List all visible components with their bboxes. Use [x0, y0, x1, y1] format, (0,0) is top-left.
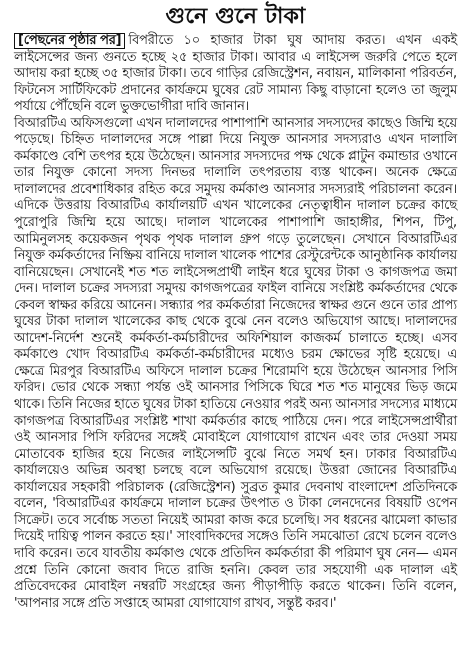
- paragraph-1: [14, 33, 457, 116]
- paragraph-1-text: বিপরীতে ১০ হাজার টাকা ঘুষ আদায় করত। এখন একই লাইসেন্সের জন্য গুনতে হচ্ছে ২৫ হাজার টাকা। আবার এ লাইসেন্স জরুরি পেতে হলে আদায় করা হচ্ছে ৩৫ হাজার টাকা। তবে গাড়ির রেজিস্ট্রেশন, নবায়ন, মালিকানা পরিবর্তন, ফিটনেস সার্টিফিকেট প্রদানের কার্যক্রমে ঘুষের রেট সামান্য কিছু বাড়ানো হলেও তা জুলুম পর্যায়ে পৌঁছেনি বলে ভুক্তভোগীরা দাবি জানান।: [14, 33, 457, 115]
- continued-from-label: [পেছনের পৃষ্ঠার পর]: [14, 33, 125, 49]
- paragraph-2: বিআরটিএ অফিসগুলো এখন দালালদের পাশাপাশি আনসার সদস্যদের কাছেও জিম্মি হয়ে পড়েছে। চিহ্নিত দালালদের সঙ্গে পাল্লা দিয়ে নিযুক্ত আনসার সদস্যরাও এখন দালালি কর্মকাণ্ডে বেশি তৎপর হয়ে উঠেছেন। আনসার সদস্যদের পক্ষ থেকে প্লাটুন কমান্ডার ওখানে তার নিযুক্ত কোনো সদস্য দিনভর দালালি তৎপরতায় ব্যস্ত থাকেন। অনেক ক্ষেত্রে দালালদের প্রবেশাধিকার রহিত করে সমুদয় কর্মকাণ্ড আনসার সদস্যরাই পরিচালনা করেন। এদিকে উত্তরায় বিআরটিএ কার্যালয়টি এখন খালেকের নেতৃত্বাধীন দালাল চক্রের কাছে পুরোপুরি জিম্মি হয়ে আছে। দালাল খালেকের পাশাপাশি জাহাঙ্গীর, শিপন, টিপু, আমিনুলসহ কয়েকজন পৃথক পৃথক দালাল গ্রুপ গড়ে তুলেছেন। সেখানে বিআরটিএর নিযুক্ত কর্মকর্তাদের নিষ্ক্রিয় বানিয়ে দালাল খালেক পাশের রেস্টুরেন্টকে আনুষ্ঠানিক কার্যালয় বানিয়েছেন। সেখানেই শত শত লাইসেন্সপ্রার্থী লাইন ধরে ঘুষের টাকা ও কাগজপত্র জমা দেন। দালাল চক্রের সদস্যরা সমুদয় কাগজপত্রের ফাইল বানিয়ে সংশ্লিষ্ট কর্মকর্তাদের থেকে কেবল স্বাক্ষর করিয়ে আনেন। সন্ধ্যার পর কর্মকর্তারা নিজেদের স্বাক্ষর গুনে গুনে তার প্রাপ্য ঘুষের টাকা দালাল খালেকের কাছ থেকে বুঝে নেন বলেও অভিযোগ আছে। দালালদের আদেশ-নির্দেশ শুনেই কর্মকর্তা-কর্মচারীদের অফিশিয়াল কাজকর্ম চালাতে হচ্ছে। এসব কর্মকাণ্ডে খোদ বিআরটিএ কর্মকর্তা-কর্মচারীদের মধ্যেও চরম ক্ষোভের সৃষ্টি হয়েছে। এ ক্ষেত্রে মিরপুর বিআরটিএ অফিসে দালাল চক্রের শিরোমণি হয়ে উঠেছেন আনসার পিসি ফরিদ। ভোর থেকে সন্ধ্যা পর্যন্ত ওই আনসার পিসিকে ঘিরে শত শত মানুষের ভিড় জমে থাকে। তিনি নিজের হাতে ঘুষের টাকা হাতিয়ে নেওয়ার পরই অন্য আনসার সদস্যের মাধ্যমে কাগজপত্র বিআরটিএর সংশ্লিষ্ট শাখা কর্মকর্তার কাছে পাঠিয়ে দেন। পরে লাইসেন্সপ্রার্থীরা ওই আনসার পিসি ফরিদের সঙ্গেই মোবাইলে যোগাযোগ রাখেন এবং তার দেওয়া সময় মোতাবেক হাজির হয়ে নিজের লাইসেন্সটি বুঝে নিতে সমর্থ হন। ঢাকার বিআরটিএ কার্যালয়েও অভিন্ন অবস্থা চলছে বলে অভিযোগ রয়েছে। উত্তরা জোনের বিআরটিএ কার্যালয়ের সহকারী পরিচালক (রেজিস্ট্রেশন) সুব্রত কুমার দেবনাথ বাংলাদেশ প্রতিদিনকে বলেন, 'বিআরটিএর কার্যক্রমে দালাল চক্রের উৎপাত ও টাকা লেনদেনের বিষয়টি ওপেন সিক্রেট। তবে সর্বোচ্চ সততা নিয়েই আমরা কাজ করে চলেছি। সব ধরনের ঝামেলা কাভার দিয়েই দায়িত্ব পালন করতে হয়।' সাংবাদিকদের সঙ্গেও তিনি সমঝোতা রেখে চলেন বলেও দাবি করেন। তবে যাবতীয় কর্মকাণ্ড থেকে প্রতিদিন কর্মকর্তারা কী পরিমাণ ঘুষ নেন— এমন প্রশ্নে তিনি কোনো জবাব দিতে রাজি হননি। কেবল তার সহযোগী এক দালাল এই প্রতিবেদকের মোবাইল নম্বরটি সংগ্রহের জন্য পীড়াপীড়ি করতে থাকেন। তিনি বলেন, 'আপনার সঙ্গে প্রতি সপ্তাহে আমরা যোগাযোগ রাখব, সন্তুষ্ট করব।': [14, 115, 457, 611]
- headline: গুনে গুনে টাকা: [165, 4, 306, 29]
